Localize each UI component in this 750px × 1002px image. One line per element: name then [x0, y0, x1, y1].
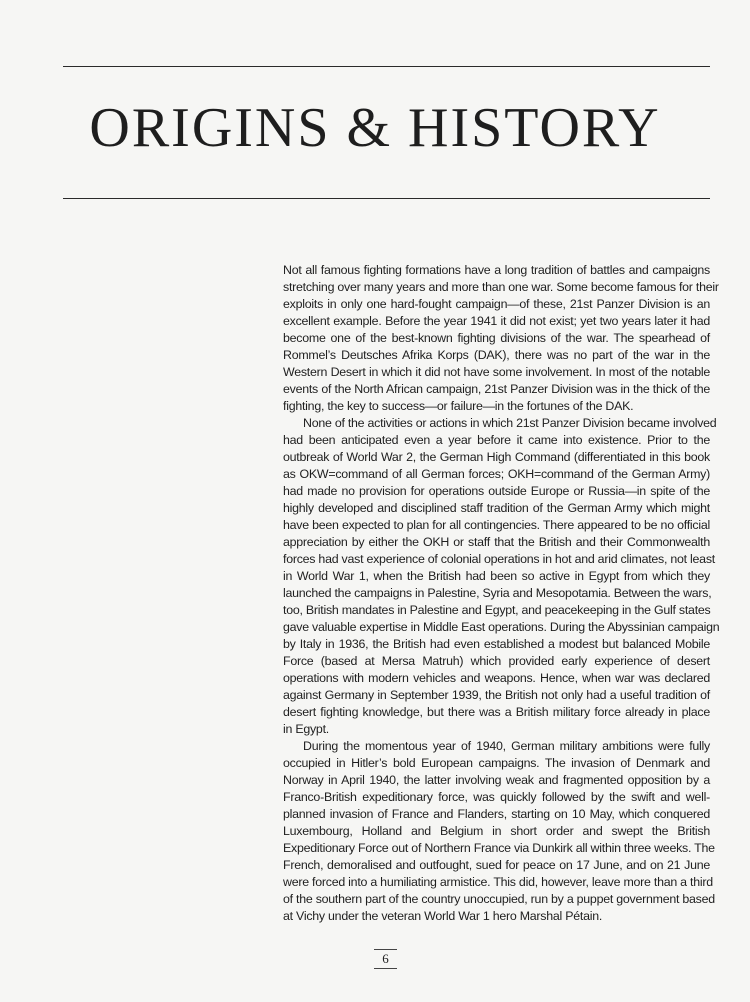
text-line: None of the activities or actions in which 21st Panzer Division became involved: [303, 416, 717, 430]
text-line: French, demoralised and outfought, sued for peace on 17 June, and on 21 June: [283, 858, 710, 872]
text-line: operations with modern vehicles and weapons. Hence, when war was declared: [283, 671, 710, 685]
paragraph: [283, 415, 720, 738]
text-line: exploits in only one hard-fought campaign—of these, 21st Panzer Division is an: [283, 297, 710, 311]
text-line: Rommel’s Deutsches Afrika Korps (DAK), there was no part of the war in the: [283, 348, 710, 362]
text-line: events of the North African campaign, 21st Panzer Division was in the thick of the: [283, 382, 710, 396]
page-number: 6: [374, 949, 397, 969]
text-line: have been expected to plan for all contingencies. There appeared to be no official: [283, 518, 710, 532]
text-line: in World War 1, when the British had been so active in Egypt from which they: [283, 569, 710, 583]
text-line: forces had vast experience of colonial operations in hot and arid climates, not least: [283, 552, 715, 566]
text-line: by Italy in 1936, the British had even established a modest but balanced Mobile: [283, 637, 710, 651]
text-line: stretching over many years and more than one war. Some become famous for their: [283, 280, 719, 294]
text-line: were forced into a humiliating armistice. This did, however, leave more than a third: [283, 875, 713, 889]
top-rule: [63, 66, 710, 67]
text-line: Not all famous fighting formations have a long tradition of battles and campaigns: [283, 263, 710, 277]
text-line: had made no provision for operations outside Europe or Russia—in spite of the: [283, 484, 710, 498]
text-line: fighting, the key to success—or failure—in the fortunes of the DAK.: [283, 399, 634, 413]
text-line: desert fighting knowledge, but there was a British military force already in place: [283, 705, 710, 719]
text-line: outbreak of World War 2, the German High Command (differentiated in this book: [283, 450, 710, 464]
body-text: [283, 262, 720, 925]
page-title: ORIGINS & HISTORY: [89, 97, 661, 159]
text-line: become one of the best-known fighting divisions of the war. The spearhead of: [283, 331, 710, 345]
text-line: Force (based at Mersa Matruh) which provided early experience of desert: [283, 654, 710, 668]
text-line: as OKW=command of all German forces; OKH=command of the German Army): [283, 467, 710, 481]
text-line: excellent example. Before the year 1941 it did not exist; yet two years later it had: [283, 314, 710, 328]
text-line: in Egypt.: [283, 722, 329, 736]
paragraph: [283, 738, 715, 925]
text-line: of the southern part of the country unoccupied, run by a puppet government based: [283, 892, 715, 906]
text-line: against Germany in September 1939, the British not only had a useful tradition of: [283, 688, 710, 702]
text-line: Expeditionary Force out of Northern France via Dunkirk all within three weeks. The: [283, 841, 715, 855]
text-line: occupied in Hitler’s bold European campaigns. The invasion of Denmark and: [283, 756, 710, 770]
text-line: planned invasion of France and Flanders, starting on 10 May, which conquered: [283, 807, 710, 821]
text-line: During the momentous year of 1940, German military ambitions were fully: [303, 739, 710, 753]
bottom-rule: [63, 198, 710, 199]
text-line: gave valuable expertise in Middle East operations. During the Abyssinian campaign: [283, 620, 720, 634]
text-line: Luxembourg, Holland and Belgium in short order and swept the British: [283, 824, 710, 838]
text-line: Western Desert in which it did not have some involvement. In most of the notable: [283, 365, 710, 379]
text-line: launched the campaigns in Palestine, Syria and Mesopotamia. Between the wars,: [283, 586, 712, 600]
text-line: too, British mandates in Palestine and Egypt, and peacekeeping in the Gulf states: [283, 603, 711, 617]
text-line: appreciation by either the OKH or staff that the British and their Commonwealth: [283, 535, 710, 549]
text-line: had been anticipated even a year before it came into existence. Prior to the: [283, 433, 710, 447]
text-line: Franco-British expeditionary force, was quickly followed by the swift and well-: [283, 790, 710, 804]
text-line: Norway in April 1940, the latter involving weak and fragmented opposition by a: [283, 773, 710, 787]
text-line: highly developed and disciplined staff tradition of the German Army which might: [283, 501, 710, 515]
text-line: at Vichy under the veteran World War 1 hero Marshal Pétain.: [283, 909, 603, 923]
paragraph: [283, 262, 719, 415]
